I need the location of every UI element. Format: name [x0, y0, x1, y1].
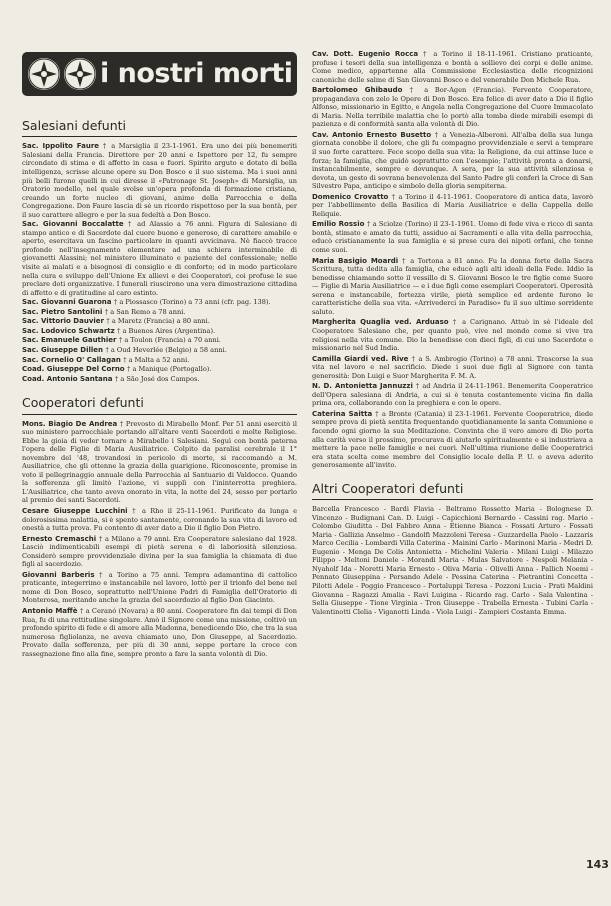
entry-name: Antonio Maffè: [22, 607, 81, 615]
obituary-entry: [22, 317, 297, 326]
entry-text: † a Torino il 18-11-1961. Cristiano praticante, profuse i tesori della sua intelligenza e bontà a sollievo dei corpi e delle anime. Come medico, appartenne alla Commissione Ecclesiastica delle ricognizioni canoniche delle salme di San Giovanni Bosco e del venerabile Don Michele Rua.: [312, 50, 593, 84]
entry-name: Bartolomeo Ghibaudo: [312, 86, 410, 95]
obituary-entry: [22, 220, 297, 297]
obituary-entry: [312, 410, 593, 470]
entry-name: Cav. Dott. Eugenio Rocca: [312, 50, 424, 58]
altri-title: Altri Cooperatori defunti: [312, 482, 593, 500]
obituary-entry: [312, 193, 593, 219]
obituary-entry: [312, 382, 593, 408]
entry-text: † a Torino il 4-11-1961. Cooperatore di antica data, lavorò per l'abbellimento della Basilica di Maria Ausiliatrice e della Cappella delle Reliquie.: [312, 192, 593, 218]
altri-list: Barcella Francesco - Bardi Flavia - Beltramo Rossetto Maria - Bolognese D. Vincenzo - Budignani Can. D. Luigi - Capicchioni Bernardo - Cassini rag. Mario - Colombo Giuditta - Del Fabbro Anna - Etienne Bianca - Fossati Arturo - Fossati Maria - Gallizia Anselmo - Gandolfi Mazzoleni Teresa - Guzzardella Paolo - Lazzaris Marco Cecilia - Lombardi Villa Caterina - Mainini Carlo - Marinoni Maria - Medri D. Eugenio - Menga De Colis Antonietta - Michelini Valeria - Milani Luigi - Milazzo Filippo - Meltoni Daniele - Morandi Maria - Mulas Salvatore - Nespoli Melania - Nyaholf Ida - Noretti Maria Ernesto - Oliva Maria - Olivelli Anna - Pallich Noemi - Pennato Giuseppina - Persando Adele - Pessina Caterina - Pietrantini Concetta - Pilotti Adele - Poggio Francesco - Portaluppi Teresa - Pozzoni Lucia - Prati Maldini Giovanna - Ragazzi Amalia - Ravi Luigina - Ricardo rag. Carlo - Sala Valentina - Sella Giuseppe - Tione Virginia - Tron Giuseppe - Trabella Ernesta - Tubini Carla - Valentinotti Clelia - Viganotti Linda - Viola Luigi - Zampieri Costanta Emma.: [312, 505, 593, 616]
entry-text: † a Ceranó (Novara) a 80 anni. Cooperatore fin dai tempi di Don Rua, fu di una rettitudine singolare. Amò il Signore come una missione, coltivò un profondo spirito di fede e di amore alla Madonna, benedicendo Dio, che tra la sua numerosa figliolanza, ne aveva chiamato uno, Don Giuseppe, al Sacerdozio. Provato dalla sofferenza, per più di 30 anni, seppe portare la croce con rassegnazione fino alla fine, sempre pronto a fare la santa volontà di Dio.: [22, 607, 297, 658]
entry-text: † a Toulon (Francia) a 70 anni.: [118, 336, 221, 345]
entry-name: Sac. Ippolito Faure: [22, 142, 103, 151]
entry-name: Maria Basigio Moardi: [312, 256, 403, 265]
entry-name: N. D. Antonietta Jannuzzi: [312, 382, 416, 391]
obituary-entry: [22, 420, 297, 505]
obituary-entry: [22, 298, 297, 307]
entry-name: Coad. Giuseppe Del Corno: [22, 365, 128, 374]
cross-medallion-icon-2: [64, 58, 96, 90]
obituary-entry: [312, 318, 593, 352]
right-entries-list: [312, 50, 593, 470]
entry-name: Domenico Crovatto: [312, 192, 392, 201]
section-banner: [22, 52, 297, 96]
entry-text: † a Buenos Aires (Argentina).: [117, 326, 216, 335]
obituary-entry: [22, 535, 297, 569]
obituary-entry: [22, 507, 297, 533]
entry-name: Giovanni Barberis: [22, 570, 100, 579]
entry-name: Sac. Pietro Santolini: [22, 307, 105, 316]
entry-text: † a Manique (Portogallo).: [127, 365, 212, 374]
obituary-entry: [312, 257, 593, 317]
cross-medallion-icon: [28, 58, 60, 90]
entry-name: Camilla Giardi ved. Rive: [312, 354, 412, 363]
entry-name: Cav. Antonio Ernesto Busetto: [312, 130, 435, 139]
entry-name: Sac. Giovanni Boccalatte: [22, 220, 128, 229]
entry-name: Sac. Cornelio O' Callagan: [22, 355, 124, 364]
page-title: i nostri morti: [100, 58, 293, 89]
right-column: [312, 50, 593, 616]
entry-text: † a Malta a 52 anni.: [123, 355, 190, 364]
entry-text: † a São José dos Campos.: [114, 374, 200, 383]
entry-text: † a Piossasco (Torino) a 73 anni (cfr. pag. 138).: [113, 298, 271, 307]
entry-text: † a Venezia-Alberoni. All'alba della sua lunga giornata conobbe il dolore, che gli fu compagno provvidenziale e servì a temprare il suo forte carattere. Fece scopo della sua vita: la Religione, da cui attinse luce e forza; la famiglia, che guidò soprattutto con l'esempio; l'attività pronta a donarsi, instancabilmente, sempre e dovunque. A sera, per la sua attività silenziosa e devota, un gesto di sovrana benevolenza del Santo Padre gli conferì la Croce di San Silvestro Papa, anticipo e simbolo della gloria sempiterna.: [312, 130, 593, 191]
obituary-entry: [312, 131, 593, 191]
entry-text: † a Sciolze (Torino) il 23-1-1961. Uomo di fede viva e ricco di santa bontà, stimato e amato da tutti, assiduo ai Sacramenti e alla vita della parrocchia, educò cristianamente la sua famiglia e si prese cura dei nipoti orfani, che tenne come suoi.: [312, 220, 593, 255]
entry-text: † Prevosto di Mirabello Monf. Per 51 anni esercitò il suo ministero parrocchiale portando all'altare venti Sacerdoti e molte Religiose. Ebbe la gioia di veder tornare a Mirabello i Salesiani. Seguì con bontà paterna l'opera delle Figlie di Maria Ausiliatrice. Colpito da paralisi cerebrale il 1° novembre del '48, trovandosi in pericolo di morte, si raccomandò a M. Ausiliatrice, che gli ottenne la grazia della guarigione. Riconoscente, promise in voto il pellegrinaggio annuale della Parrocchia al Santuario di Valdocco. Quando la sofferenza gli limitò l'azione, vi supplì con l'ininterrotta preghiera. L'Ausiliatrice, che tanto aveva onorato in vita, la notte del 24, sesso per portarlo al premio dei santi Sacerdoti.: [22, 419, 297, 505]
obituary-entry: [22, 142, 297, 219]
obituary-entry: [312, 220, 593, 254]
obituary-entry: [22, 365, 297, 374]
entry-text: † a Bor-Agen (Francia). Fervente Cooperatore, propagandava con zelo le Opere di Don Bosco. Era felice di aver dato a Dio il figlio Alfonso, missionario in Egitto, e Angela nella Congregazione del Cuore Immacolato di Maria. Nella terribile malattia che lo portò alla tomba diede mirabili esempi di pazienza e di conformità santa alla volontà di Dio.: [312, 86, 593, 129]
entry-name: Sac. Emanuele Gauthier: [22, 336, 119, 345]
salesiani-list: [22, 142, 297, 383]
page-number: 143: [586, 858, 609, 871]
obituary-entry: [312, 50, 593, 84]
obituary-entry: [22, 346, 297, 355]
entry-text: † a San Remo a 78 anni.: [104, 307, 186, 316]
entry-text: † ad Andria il 24-11-1961. Benemerita Cooperatrice dell'Opera salesiana di Andria, a cui si è tenuta costantemente vicina fin dalla prima ora, collaborando con la preghiera e con le opere.: [312, 382, 593, 408]
entry-name: Margherita Quaglia ved. Arduaso: [312, 318, 453, 327]
entry-name: Sac. Giuseppe Dillen: [22, 345, 106, 354]
entry-text: † a Carignano. Attuò in sè l'ideale del Cooperatore Salesiano che, per quanto può, vive nel mondo come si vive tra religiosi nella vita comune. Dio la benedisse con dieci figli, di cui uno Sacerdote e missionario nel Sud India.: [312, 318, 593, 353]
entry-text: † a Marsiglia il 23-1-1961. Era uno dei più benemeriti Salesiani della Francia. Direttore per 20 anni e Ispettore per 12, fu sempre circondato di stima e di affetto in casa e fuori. Spirito arguto e dotato di bella intelligenza, scrisse alcune opere su Don Bosco e il suo sistema. Ma i suoi anni più belli furono quelli in cui diresse il «Patronage St. Joseph» di Marsiglia, un Oratorio modello, nel quale svolse un'opera profonda di formazione cristiana, creando un forte nucleo di giovani, anime della Parrocchia e della Congregazione. Don Faure lascia di sè un ricordo rispettoso per la sua bontà, per il suo carattere allegro e per la sua fedeltà a Don Bosco.: [22, 142, 297, 219]
entry-text: † a S. Ambrogio (Torino) a 78 anni. Trascorse la sua vita nel lavoro e nel sacrificio. Diede i suoi due figli al Signore con tanta generosità: Don Luigi e Suor Margherita F. M. A.: [312, 354, 593, 380]
entry-text: † a Tortona a 81 anno. Fu la donna forte della Sacra Scrittura, tutta dedita alla famiglia, che educò agli alti ideali della Fede. Iddio la benedisse chiamando sotto il vessillo di S. Giovanni Bosco le tre figlie come Suore — Figlie di Maria Ausiliatrice — e i due figli come esemplari Cooperatori. Operosità serena e instancabile, fortezza virile, pietà semplice ed ardente furono le caratteristiche della sua vita. «Arrivederci in Paradiso» fu il suo ultimo sorridente saluto.: [312, 256, 594, 316]
obituary-entry: [22, 327, 297, 336]
entry-name: Caterina Saitta: [312, 409, 376, 418]
entry-text: † a Torino a 75 anni. Tempra adamantina di cattolico praticante, integerrimo e instancabile nel lavoro, lottò per il trionfo del bene nel nome di Don Bosco, soprattutto nell'Unione Padri di Famiglia dell'Oratorio di Monterosa, meritando anche la grazia del sacerdozio al figlio Don Giacinto.: [22, 570, 297, 605]
entry-name: Sac. Vittorio Dauvier: [22, 317, 107, 326]
obituary-entry: [312, 86, 593, 129]
obituary-entry: [22, 607, 297, 658]
entry-text: † a Maretz (Francia) a 80 anni.: [106, 317, 210, 326]
cooperatori-title: Cooperatori defunti: [22, 396, 297, 414]
obituary-entry: [22, 375, 297, 384]
obituary-entry: [22, 336, 297, 345]
obituary-entry: [312, 355, 593, 381]
obituary-entry: [22, 356, 297, 365]
left-column: [22, 119, 297, 658]
entry-text: † a Oud Heverlée (Belgio) a 58 anni.: [105, 345, 227, 354]
entry-name: Emilio Rossio: [312, 220, 367, 229]
entry-text: † a Bronte (Catania) il 23-1-1961. Fervente Cooperatrice, diede sempre prova di pietà sentita frequentando quotidianamente la santa Comunione e facendo ogni giorno la sua Meditazione. Convinta che il vero amore di Dio porta alla carità verso il prossimo, procurava di aiutarlo spiritualmente e si industriava a mettere la pace nelle famiglie e nei cuori. Nell'ultima riunione delle Cooperatrici era stata scelta come membro del Consiglio locale della P. U. e aveva aderito generosamente all'invito.: [312, 409, 593, 470]
entry-name: Cesare Giuseppe Lucchini: [22, 506, 133, 515]
obituary-entry: [22, 571, 297, 605]
entry-text: † a Milano a 79 anni. Era Cooperatore salesiano dal 1928. Lasciò indimenticabili esempi di pietà serena e di laboriosità silenziosa. Considerò sempre provvidenziale divina per la sua famiglia la chiamata di due figli al sacerdozio.: [22, 534, 297, 569]
obituary-entry: [22, 308, 297, 317]
entry-text: † ad Alassio a 76 anni. Figura di Salesiano di stampo antico e di Sacerdote dal cuore buono e generoso, di carattere amabile e aperto, esercitava un fascino particolare in quanti avvicinava. Nè fiaccò tracce profonde nell'insegnamento elementare ad una schiera interminabile di giovanetti Alassini; nel ministero illuminato e paziente del confessionale; nelle visite ai malati e a bisognosi di consiglio e di conforto; ed in modo particolare nella cura e sviluppo dell'Unione Ex allievi e dei Cooperatori, coi profuse le sue preclare doti organizzative. I funerali riuscirono una vera dimostrazione cittadina di affetto e di gratitudine al caro estinto.: [22, 220, 297, 297]
entry-name: Ernesto Cremaschi: [22, 534, 99, 543]
entry-text: † a Rho il 25-11-1961. Purificato da lunga e dolorosissima malattia, si è spento santamente, coronando la sua vita di lavoro ed onestà a tutta prova. Fu contento di aver dato a Dio il figlio Don Pietro.: [22, 506, 297, 533]
entry-name: Mons. Biagio De Andrea: [22, 419, 120, 428]
salesiani-title: Salesiani defunti: [22, 119, 297, 137]
entry-name: Sac. Giovanni Guarona: [22, 298, 114, 307]
cooperatori-list: [22, 420, 297, 659]
entry-name: Sac. Lodovico Schwartz: [22, 326, 118, 335]
entry-name: Coad. Antonio Santana: [22, 374, 115, 383]
